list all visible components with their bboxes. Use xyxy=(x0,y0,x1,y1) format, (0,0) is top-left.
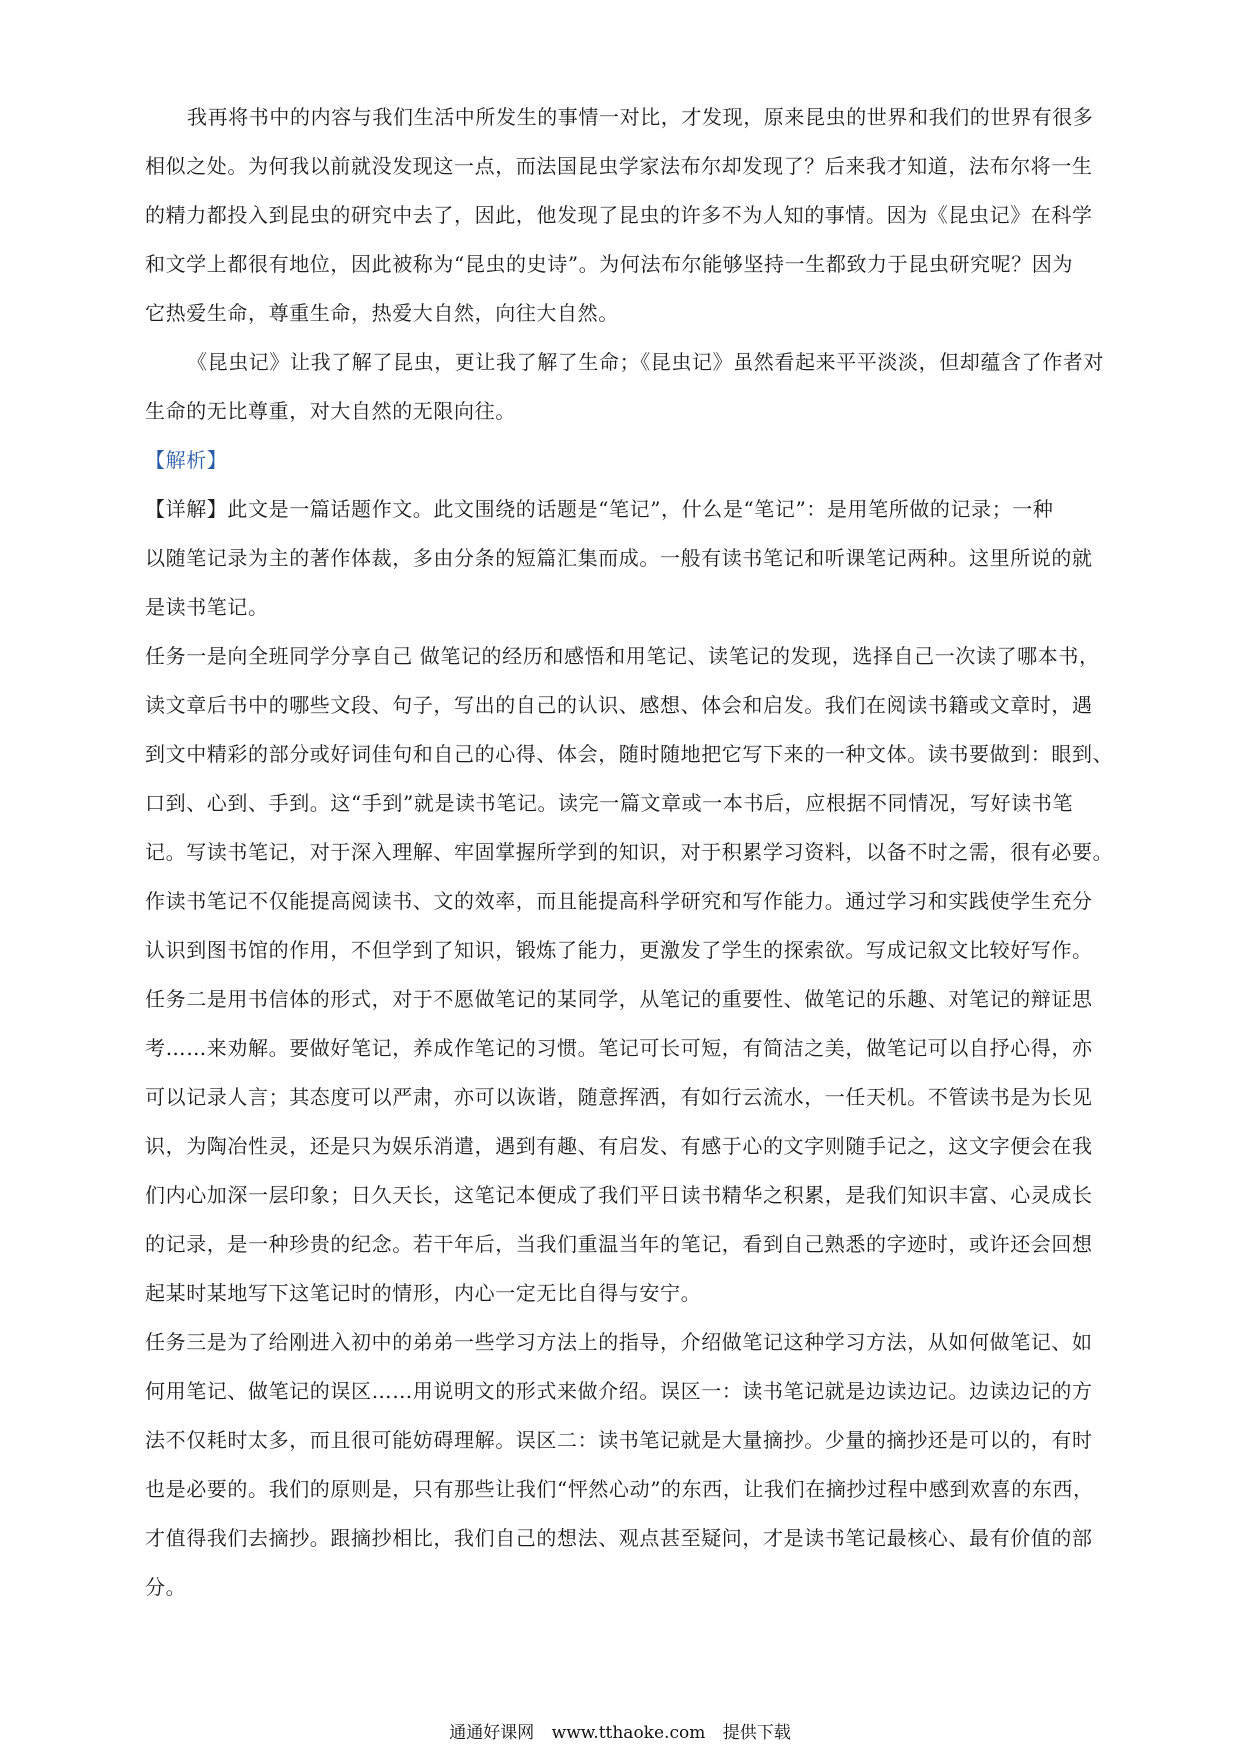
text-line: 《昆虫记》让我了解了昆虫，更让我了解了生命；《昆虫记》虽然看起来平平淡淡，但却蕴含了作者对 xyxy=(187,350,1104,374)
essay-paragraph-1 xyxy=(145,104,1135,326)
text-line: 的精力都投入到昆虫的研究中去了，因此，他发现了昆虫的许多不为人知的事情。因为《昆虫记》在科学 xyxy=(145,203,1093,227)
text-line: 可以记录人言；其态度可以严肃，亦可以诙谐，随意挥洒，有如行云流水，一任天机。不管读书是为长见 xyxy=(145,1085,1093,1109)
text-line: 认识到图书馆的作用，不但学到了知识，锻炼了能力，更激发了学生的探索欲。写成记叙文比较好写作。 xyxy=(145,938,1093,962)
text-line: 们内心加深一层印象；日久天长，这笔记本便成了我们平日读书精华之积累，是我们知识丰富、心灵成长 xyxy=(145,1183,1093,1207)
text-line: 到文中精彩的部分或好词佳句和自己的心得、体会，随时随地把它写下来的一种文体。读书要做到：眼到、 xyxy=(145,742,1114,766)
text-line: 任务一是向全班同学分享自己 做笔记的经历和感悟和用笔记、读笔记的发现，选择自己一次读了哪本书， xyxy=(145,644,1100,668)
analysis-task-one xyxy=(145,643,1135,963)
text-line: 我再将书中的内容与我们生活中所发生的事情一对比，才发现，原来昆虫的世界和我们的世界有很多 xyxy=(187,105,1094,129)
text-line: 【详解】此文是一篇话题作文。此文围绕的话题是“笔记”，什么是“笔记”：是用笔所做的记录；一种 xyxy=(145,497,1054,521)
text-line: 以随笔记录为主的著作体裁，多由分条的短篇汇集而成。一般有读书笔记和听课笔记两种。这里所说的就 xyxy=(145,546,1093,570)
text-line: 的记录，是一种珍贵的纪念。若干年后，当我们重温当年的笔记，看到自己熟悉的字迹时，或许还会回想 xyxy=(145,1232,1093,1256)
essay-paragraph-2 xyxy=(145,349,1135,424)
text-line: 分。 xyxy=(145,1575,187,1599)
footer-suffix: 提供下载 xyxy=(722,1723,791,1743)
text-line: 记。写读书笔记，对于深入理解、牢固掌握所学到的知识，对于积累学习资料，以备不时之需，很有必要。 xyxy=(145,840,1114,864)
analysis-task-two xyxy=(145,986,1135,1306)
footer-site-name: 通通好课网 xyxy=(449,1723,535,1743)
analysis-heading: 【解析】 xyxy=(145,448,228,472)
page-footer xyxy=(0,1722,1240,1744)
text-line: 才值得我们去摘抄。跟摘抄相比，我们自己的想法、观点甚至疑问，才是读书笔记最核心、最有价值的部 xyxy=(145,1526,1093,1550)
text-line: 也是必要的。我们的原则是，只有那些让我们“怦然心动”的东西，让我们在摘抄过程中感到欢喜的东西， xyxy=(145,1477,1094,1501)
document-body xyxy=(145,104,1135,1623)
text-line: 何用笔记、做笔记的误区……用说明文的形式来做介绍。误区一：读书笔记就是边读边记。边读边记的方 xyxy=(145,1379,1093,1403)
text-line: 任务二是用书信体的形式，对于不愿做笔记的某同学，从笔记的重要性、做笔记的乐趣、对笔记的辩证思 xyxy=(145,987,1093,1011)
text-line: 和文学上都很有地位，因此被称为“昆虫的史诗”。为何法布尔能够坚持一生都致力于昆虫研究呢？因为 xyxy=(145,252,1074,276)
text-line: 任务三是为了给刚进入初中的弟弟一些学习方法上的指导，介绍做笔记这种学习方法，从如何做笔记、如 xyxy=(145,1330,1093,1354)
text-line: 法不仅耗时太多，而且很可能妨碍理解。误区二：读书笔记就是大量摘抄。少量的摘抄还是可以的，有时 xyxy=(145,1428,1093,1452)
text-line: 是读书笔记。 xyxy=(145,595,269,619)
text-line: 相似之处。为何我以前就没发现这一点，而法国昆虫学家法布尔却发现了？后来我才知道，法布尔将一生 xyxy=(145,154,1093,178)
footer-site-url[interactable]: www.tthaoke.com xyxy=(551,1723,706,1743)
analysis-detail xyxy=(145,496,1135,620)
text-line: 口到、心到、手到。这“手到”就是读书笔记。读完一篇文章或一本书后，应根据不同情况，写好读书笔 xyxy=(145,791,1074,815)
text-line: 生命的无比尊重，对大自然的无限向往。 xyxy=(145,399,516,423)
text-line: 它热爱生命，尊重生命，热爱大自然，向往大自然。 xyxy=(145,301,619,325)
text-line: 起某时某地写下这笔记时的情形，内心一定无比自得与安宁。 xyxy=(145,1281,702,1305)
text-line: 识，为陶冶性灵，还是只为娱乐消遣，遇到有趣、有启发、有感于心的文字则随手记之，这文字便会在我 xyxy=(145,1134,1093,1158)
text-line: 考……来劝解。要做好笔记，养成作笔记的习惯。笔记可长可短，有简洁之美，做笔记可以自抒心得，亦 xyxy=(145,1036,1093,1060)
text-line: 作读书笔记不仅能提高阅读书、文的效率，而且能提高科学研究和写作能力。通过学习和实践使学生充分 xyxy=(145,889,1093,913)
analysis-task-three xyxy=(145,1329,1135,1600)
text-line: 读文章后书中的哪些文段、句子，写出的自己的认识、感想、体会和启发。我们在阅读书籍或文章时，遇 xyxy=(145,693,1093,717)
